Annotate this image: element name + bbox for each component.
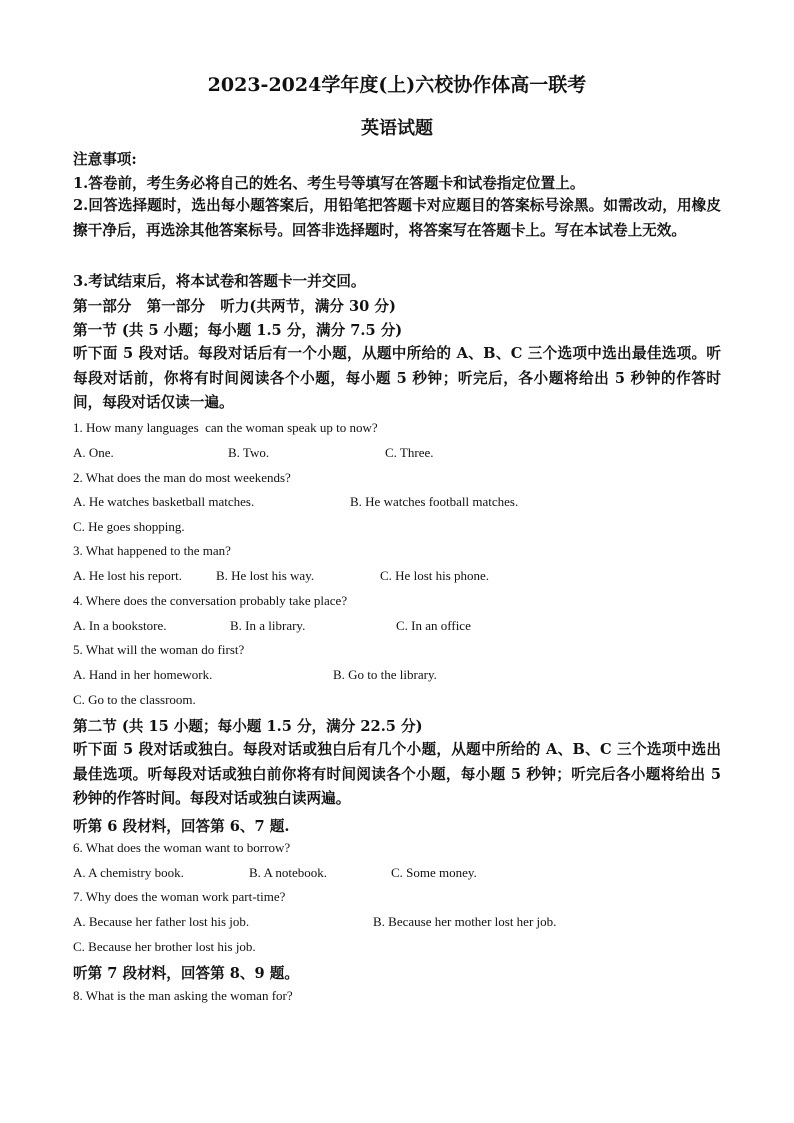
- q4-option-c: C. In an office: [396, 618, 471, 633]
- q5-option-c: C. Go to the classroom.: [73, 692, 196, 707]
- q1-option-b: B. Two.: [228, 445, 270, 460]
- question-1: 1. How many languages can the woman speak up to now?: [73, 420, 378, 435]
- q2-option-b: B. He watches football matches.: [350, 494, 519, 509]
- q1-option-a: A. One.: [73, 445, 114, 460]
- q2-option-a: A. He watches basketball matches.: [73, 494, 255, 509]
- q1-option-c: C. Three.: [385, 445, 434, 460]
- part1-heading: 第一部分 第一部分 听力(共两节，满分 30 分): [73, 298, 396, 315]
- section2-heading: 第二节 (共 15 小题；每小题 1.5 分，满分 22.5 分): [73, 718, 423, 735]
- q4-option-a: A. In a bookstore.: [73, 618, 167, 633]
- section2-instructions: 听下面 5 段对话或独白。每段对话或独白后有几个小题，从题中所给的 A、B、C 三个选项中选出最佳选项。听每段对话或独白前你将有时间阅读各个小题，每小题 5 秒钟；听完后各小题将给出 5 秒钟的作答时间。每段对话或独白读两遍。: [73, 741, 721, 808]
- section1-instructions: 听下面 5 段对话。每段对话后有一个小题，从题中所给的 A、B、C 三个选项中选出最佳选项。听每段对话前，你将有时间阅读各个小题，每小题 5 秒钟；听完后，各小题将给出 5 秒钟的作答时间，每段对话仅读一遍。: [73, 345, 721, 412]
- q7-option-c: C. Because her brother lost his job.: [73, 939, 256, 954]
- exam-subject: 英语试题: [361, 118, 433, 139]
- material-6-heading: 听第 6 段材料，回答第 6、7 题.: [73, 818, 290, 835]
- q6-option-a: A. A chemistry book.: [73, 865, 184, 880]
- notice-heading: 注意事项:: [73, 151, 137, 168]
- q2-option-c: C. He goes shopping.: [73, 519, 185, 534]
- q7-option-b: B. Because her mother lost her job.: [373, 914, 557, 929]
- q7-option-a: A. Because her father lost his job.: [73, 914, 250, 929]
- question-6: 6. What does the woman want to borrow?: [73, 840, 291, 855]
- section1-heading: 第一节 (共 5 小题；每小题 1.5 分，满分 7.5 分): [73, 322, 403, 339]
- notice-item-3: 3.考试结束后，将本试卷和答题卡一并交回。: [73, 273, 366, 290]
- q6-option-b: B. A notebook.: [249, 865, 328, 880]
- material-7-heading: 听第 7 段材料，回答第 8、9 题。: [73, 965, 299, 982]
- q5-option-b: B. Go to the library.: [333, 667, 437, 682]
- question-2: 2. What does the man do most weekends?: [73, 470, 291, 485]
- notice-item-2: 2.回答选择题时，选出每小题答案后，用铅笔把答题卡对应题目的答案标号涂黑。如需改动，用橡皮擦干净后，再选涂其他答案标号。回答非选择题时，将答案写在答题卡上。写在本试卷上无效。: [73, 197, 721, 239]
- question-7: 7. Why does the woman work part-time?: [73, 889, 286, 904]
- exam-title: 2023-2024学年度(上)六校协作体高一联考: [207, 74, 587, 96]
- question-5: 5. What will the woman do first?: [73, 642, 245, 657]
- question-4: 4. Where does the conversation probably take place?: [73, 593, 348, 608]
- q3-option-c: C. He lost his phone.: [380, 568, 490, 583]
- q4-option-b: B. In a library.: [230, 618, 306, 633]
- question-3: 3. What happened to the man?: [73, 543, 231, 558]
- q6-option-c: C. Some money.: [391, 865, 477, 880]
- question-8: 8. What is the man asking the woman for?: [73, 988, 293, 1003]
- notice-item-1: 1.答卷前，考生务必将自己的姓名、考生号等填写在答题卡和试卷指定位置上。: [73, 175, 585, 192]
- q3-option-a: A. He lost his report.: [73, 568, 183, 583]
- q5-option-a: A. Hand in her homework.: [73, 667, 213, 682]
- q3-option-b: B. He lost his way.: [216, 568, 315, 583]
